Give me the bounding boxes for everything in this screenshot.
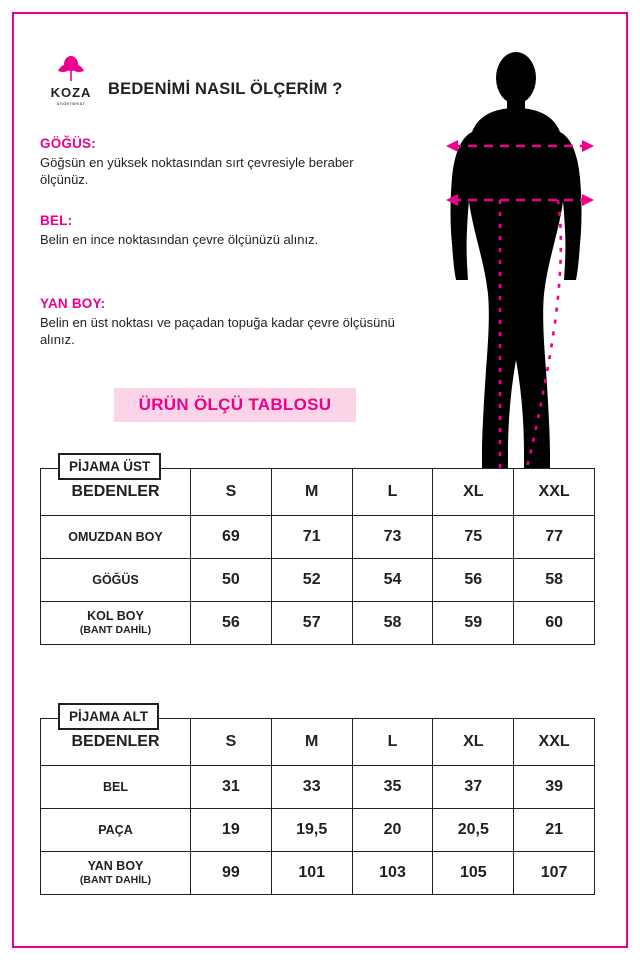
body-silhouette-illustration [416, 48, 616, 518]
row-label: OMUZDAN BOY [41, 516, 191, 559]
row-label: GÖĞÜS [41, 559, 191, 602]
table-row [41, 559, 595, 602]
brand-name: KOZA [50, 85, 92, 100]
cell-value: 69 [191, 516, 272, 559]
cell-value: 19 [191, 809, 272, 852]
table-row [41, 516, 595, 559]
content-area [26, 28, 614, 932]
col-header-l: L [352, 719, 433, 766]
pijama-ust-table [40, 468, 595, 645]
cell-value: 107 [514, 852, 595, 895]
row-label-main: YAN BOY [87, 859, 144, 873]
banner-label: ÜRÜN ÖLÇÜ TABLOSU [138, 395, 332, 414]
instruction-waist-text: Belin en ince noktasından çevre ölçünüzü alınız. [40, 232, 319, 247]
cell-value: 20,5 [433, 809, 514, 852]
col-header-bedenler: BEDENLER [41, 719, 191, 766]
flower-logo-icon [54, 54, 88, 84]
cell-value: 19,5 [271, 809, 352, 852]
col-header-m: M [271, 469, 352, 516]
cell-value: 54 [352, 559, 433, 602]
cell-value: 58 [352, 602, 433, 645]
col-header-s: S [191, 469, 272, 516]
table-row [41, 602, 595, 645]
cell-value: 21 [514, 809, 595, 852]
row-label: PAÇA [41, 809, 191, 852]
cell-value: 20 [352, 809, 433, 852]
cell-value: 71 [271, 516, 352, 559]
cell-value: 103 [352, 852, 433, 895]
cell-value: 56 [191, 602, 272, 645]
cell-value: 60 [514, 602, 595, 645]
cell-value: 57 [271, 602, 352, 645]
cell-value: 52 [271, 559, 352, 602]
col-header-xxl: XXL [514, 719, 595, 766]
pijama-ust-tab: PİJAMA ÜST [58, 453, 161, 480]
cell-value: 99 [191, 852, 272, 895]
row-label: BEL [41, 766, 191, 809]
instruction-sidelength [40, 296, 400, 348]
brand-tagline: underwear [56, 101, 86, 106]
cell-value: 56 [433, 559, 514, 602]
cell-value: 50 [191, 559, 272, 602]
page-title: BEDENİMİ NASIL ÖLÇERİM ? [108, 80, 343, 98]
col-header-m: M [271, 719, 352, 766]
pijama-alt-table [40, 718, 595, 895]
col-header-xl: XL [433, 719, 514, 766]
instruction-waist [40, 213, 400, 248]
col-header-xxl: XXL [514, 469, 595, 516]
col-header-xl: XL [433, 469, 514, 516]
instruction-chest [40, 136, 400, 188]
row-label-sub: (BANT DAHİL) [79, 624, 152, 636]
pijama-alt-tab: PİJAMA ALT [58, 703, 159, 730]
pijama-alt-table-block [40, 709, 594, 895]
cell-value: 35 [352, 766, 433, 809]
pijama-ust-table-block [40, 459, 594, 645]
cell-value: 39 [514, 766, 595, 809]
cell-value: 58 [514, 559, 595, 602]
cell-value: 37 [433, 766, 514, 809]
cell-value: 59 [433, 602, 514, 645]
col-header-s: S [191, 719, 272, 766]
table-row [41, 852, 595, 895]
cell-value: 31 [191, 766, 272, 809]
instruction-chest-title: GÖĞÜS: [40, 136, 96, 151]
instruction-waist-title: BEL: [40, 213, 73, 228]
col-header-l: L [352, 469, 433, 516]
table-row [41, 809, 595, 852]
cell-value: 105 [433, 852, 514, 895]
row-label-sub: (BANT DAHİL) [79, 874, 152, 886]
cell-value: 101 [271, 852, 352, 895]
cell-value: 75 [433, 516, 514, 559]
col-header-bedenler: BEDENLER [41, 469, 191, 516]
cell-value: 33 [271, 766, 352, 809]
row-label [41, 852, 191, 895]
instruction-sidelength-text: Belin en üst noktası ve paçadan topuğa kadar çevre ölçüsünü alınız. [40, 315, 395, 347]
table-row [41, 766, 595, 809]
instruction-chest-text: Göğsün en yüksek noktasından sırt çevresiyle beraber ölçünüz. [40, 155, 354, 187]
brand-logo [38, 54, 104, 106]
product-size-table-banner [114, 388, 356, 422]
row-label-main: KOL BOY [87, 609, 144, 623]
row-label [41, 602, 191, 645]
cell-value: 77 [514, 516, 595, 559]
cell-value: 73 [352, 516, 433, 559]
instruction-sidelength-title: YAN BOY: [40, 296, 106, 311]
